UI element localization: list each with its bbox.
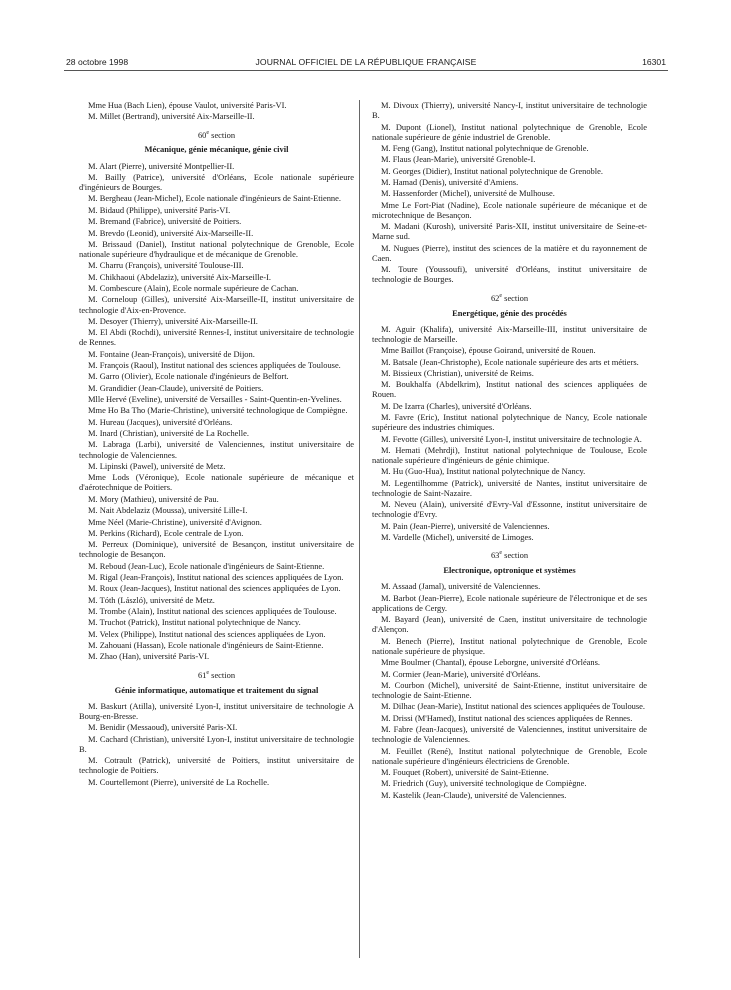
- list-entry: Mlle Hervé (Eveline), université de Versailles - Saint-Quentin-en-Yvelines.: [88, 394, 342, 405]
- list-entry: M. Toure (Youssoufi), université d'Orléans, institut universitaire de technologie de Bourges.: [372, 264, 647, 285]
- list-entry: Mme Boulmer (Chantal), épouse Leborgne, université d'Orléans.: [381, 657, 601, 668]
- list-entry: M. Baskurt (Atilla), université Lyon-I, institut universitaire de technologie A Bourg-en-Bresse.: [79, 700, 354, 721]
- list-entry: M. Hureau (Jacques), université d'Orléans.: [88, 416, 233, 427]
- list-entry: M. Brissaud (Daniel), Institut national polytechnique de Grenoble, Ecole nationale supérieure d'hydraulique et de mécanique de Grenoble.: [79, 238, 354, 259]
- section-number: 62e section: [490, 292, 529, 303]
- list-entry: M. Hemati (Mehrdji), Institut national polytechnique de Toulouse, Ecole nationale supérieure d'ingénieurs de génie chimique.: [372, 444, 647, 466]
- list-entry: M. Courbon (Michel), université de Saint-Etienne, institut universitaire de technologie de Saint-Etienne.: [372, 679, 647, 701]
- list-entry: M. Millet (Bertrand), université Aix-Marseille-II.: [88, 111, 255, 122]
- list-entry: M. Bidaud (Philippe), université Paris-VI.: [88, 204, 231, 215]
- list-entry: Mme Néel (Marie-Christine), université d'Avignon.: [88, 516, 262, 527]
- list-entry: M. Kastelik (Jean-Claude), université de Valenciennes.: [381, 789, 567, 800]
- list-entry: M. Nugues (Pierre), institut des sciences de la matière et du rayonnement de Caen.: [372, 242, 647, 263]
- left-column: [79, 100, 354, 788]
- list-entry: M. Drissi (M'Hamed), Institut national des sciences appliquées de Rennes.: [381, 712, 633, 723]
- list-entry: M. Vardelle (Michel), université de Limoges.: [381, 532, 534, 543]
- list-entry: M. Bayard (Jean), université de Caen, institut universitaire de technologie d'Alençon.: [372, 614, 647, 635]
- list-entry: M. Friedrich (Guy), université technologique de Compiègne.: [381, 778, 587, 789]
- list-entry: M. Zahouani (Hassan), Ecole nationale d'ingénieurs de Saint-Etienne.: [88, 640, 324, 651]
- list-entry: M. Bailly (Patrice), université d'Orléans, Ecole nationale supérieure d'ingénieurs de Bourges.: [79, 171, 354, 193]
- list-entry: M. Cormier (Jean-Marie), université d'Orléans.: [381, 668, 541, 679]
- list-entry: Mme Hua (Bach Lien), épouse Vaulot, université Paris-VI.: [88, 100, 287, 110]
- list-entry: M. Perreux (Dominique), université de Besançon, institut universitaire de technologie de Besançon.: [79, 539, 354, 560]
- list-entry: M. Feng (Gang), Institut national polytechnique de Grenoble.: [381, 143, 589, 153]
- list-entry: M. Flaus (Jean-Marie), université Grenoble-I.: [381, 154, 536, 165]
- list-entry: M. Desoyer (Thierry), université Aix-Marseille-II.: [88, 315, 258, 326]
- list-entry: M. Truchot (Patrick), Institut national polytechnique de Nancy.: [88, 617, 301, 628]
- list-entry: M. Bissieux (Christian), université de Reims.: [381, 367, 534, 378]
- header-date: 28 octobre 1998: [66, 57, 129, 67]
- list-entry: M. Fouquet (Robert), université de Saint-Etienne.: [381, 767, 549, 778]
- list-entry: M. Bremand (Fabrice), université de Poitiers.: [88, 216, 242, 227]
- section-number: 63e section: [490, 550, 529, 561]
- list-entry: M. Fevotte (Gilles), université Lyon-I, institut universitaire de technologie A.: [381, 433, 642, 444]
- list-entry: M. Roux (Jean-Jacques), Institut national des sciences appliquées de Lyon.: [88, 583, 341, 594]
- header-title: JOURNAL OFFICIEL DE LA RÉPUBLIQUE FRANÇAISE: [255, 57, 477, 67]
- list-entry: M. Hu (Guo-Hua), Institut national polytechnique de Nancy.: [381, 466, 586, 477]
- page-header: [66, 56, 666, 68]
- list-entry: M. Lipinski (Pawel), université de Metz.: [88, 460, 226, 471]
- list-entry: M. Velex (Philippe), Institut national des sciences appliquées de Lyon.: [88, 628, 326, 639]
- list-entry: M. Benidir (Messaoud), université Paris-XI.: [88, 722, 238, 733]
- list-entry: M. Labraga (Larbi), université de Valenciennes, institut universitaire de technologie de Valenciennes.: [79, 439, 354, 460]
- list-entry: M. Legentilhomme (Patrick), université de Nantes, institut universitaire de technologie de Saint-Nazaire.: [372, 477, 647, 498]
- section-title: Energétique, génie des procédés: [452, 307, 567, 318]
- right-column: [372, 100, 647, 801]
- list-entry: Mme Ho Ba Tho (Marie-Christine), université technologique de Compiègne.: [88, 405, 348, 416]
- list-entry: M. El Abdi (Rochdi), université Rennes-I, institut universitaire de technologie de Rennes.: [79, 327, 354, 348]
- column-divider: [359, 100, 360, 958]
- list-entry: M. Grandidier (Jean-Claude), université de Poitiers.: [88, 382, 264, 393]
- list-entry: M. Boukhalfa (Abdelkrim), Institut national des sciences appliquées de Rouen.: [372, 379, 647, 400]
- section-title: Génie informatique, automatique et traitement du signal: [114, 684, 319, 695]
- section-title: Mécanique, génie mécanique, génie civil: [144, 144, 289, 155]
- list-entry: M. Brevdo (Leonid), université Aix-Marseille-II.: [88, 227, 254, 238]
- list-entry: M. Mory (Mathieu), université de Pau.: [88, 493, 219, 504]
- list-entry: M. Zhao (Han), université Paris-VI.: [88, 651, 210, 662]
- list-entry: M. Dilhac (Jean-Marie), Institut national des sciences appliquées de Toulouse.: [381, 701, 646, 712]
- list-entry: M. Batsale (Jean-Christophe), Ecole nationale supérieure des arts et métiers.: [381, 356, 639, 367]
- list-entry: M. Perkins (Richard), Ecole centrale de Lyon.: [88, 527, 244, 538]
- list-entry: M. Alart (Pierre), université Montpellier-II.: [88, 160, 235, 171]
- list-entry: M. Dupont (Lionel), Institut national polytechnique de Grenoble, Ecole nationale supérieure de génie industriel de Grenoble.: [372, 121, 647, 142]
- list-entry: M. Divoux (Thierry), université Nancy-I, institut universitaire de technologie B.: [372, 100, 647, 121]
- list-entry: M. Inard (Christian), université de La Rochelle.: [88, 428, 249, 439]
- section-number: 61e section: [197, 669, 236, 680]
- list-entry: M. Rigal (Jean-François), Institut national des sciences appliquées de Lyon.: [88, 572, 344, 583]
- list-entry: M. Favre (Eric), Institut national polytechnique de Nancy, Ecole nationale supérieure des industries chimiques.: [372, 412, 647, 433]
- list-entry: M. Nait Abdelaziz (Moussa), université Lille-I.: [88, 505, 248, 516]
- list-entry: M. Madani (Kurosh), université Paris-XII, institut universitaire de Seine-et-Marne sud.: [372, 221, 647, 242]
- list-entry: M. Neveu (Alain), université d'Evry-Val d'Essonne, institut universitaire de technologie d'Evry.: [372, 499, 647, 520]
- list-entry: M. Trombe (Alain), Institut national des sciences appliquées de Toulouse.: [88, 606, 337, 617]
- page-number: 16301: [642, 57, 666, 67]
- list-entry: M. De Izarra (Charles), université d'Orléans.: [381, 400, 532, 411]
- list-entry: M. Feuillet (René), Institut national polytechnique de Grenoble, Ecole nationale supérieure d'ingénieurs électriciens de Grenoble.: [372, 745, 647, 766]
- list-entry: M. Combescure (Alain), Ecole normale supérieure de Cachan.: [88, 283, 299, 294]
- list-entry: Mme Baillot (Françoise), épouse Goirand, université de Rouen.: [381, 345, 596, 356]
- list-entry: M. Chikhaoui (Abdelaziz), université Aix-Marseille-I.: [88, 271, 271, 282]
- list-entry: M. Cotrault (Patrick), université de Poitiers, institut universitaire de technologie de Poitiers.: [79, 755, 354, 776]
- list-entry: M. Barbot (Jean-Pierre), Ecole nationale supérieure de l'électronique et de ses applications de Cergy.: [372, 592, 647, 613]
- list-entry: M. Courtellemont (Pierre), université de La Rochelle.: [88, 776, 270, 787]
- list-entry: M. Assaad (Jamal), université de Valenciennes.: [381, 581, 541, 592]
- list-entry: M. Benech (Pierre), Institut national polytechnique de Grenoble, Ecole nationale supérieure de physique.: [372, 635, 647, 656]
- list-entry: M. Bergheau (Jean-Michel), Ecole nationale d'ingénieurs de Saint-Etienne.: [88, 193, 341, 204]
- list-entry: M. Pain (Jean-Pierre), université de Valenciennes.: [381, 520, 550, 531]
- list-entry: M. Cachard (Christian), université Lyon-I, institut universitaire de technologie B.: [79, 733, 354, 754]
- list-entry: M. Hamad (Denis), université d'Amiens.: [381, 177, 519, 188]
- list-entry: Mme Lods (Véronique), Ecole nationale supérieure de mécanique et d'aérotechnique de Poitiers.: [79, 472, 354, 493]
- list-entry: M. Charru (François), université Toulouse-III.: [88, 260, 244, 271]
- list-entry: M. Fabre (Jean-Jacques), université de Valenciennes, institut universitaire de technologie de Valenciennes.: [372, 724, 647, 745]
- list-entry: M. Hassenforder (Michel), université de Mulhouse.: [381, 188, 555, 199]
- list-entry: M. François (Raoul), Institut national des sciences appliquées de Toulouse.: [88, 360, 341, 371]
- list-entry: M. Aguir (Khalifa), université Aix-Marseille-III, institut universitaire de technologie de Marseille.: [372, 323, 647, 344]
- list-entry: M. Georges (Didier), Institut national polytechnique de Grenoble.: [381, 165, 603, 176]
- header-rule: [64, 70, 668, 71]
- section-number: 60e section: [197, 129, 236, 140]
- section-title: Electronique, optronique et systèmes: [443, 565, 576, 576]
- list-entry: M. Tóth (László), université de Metz.: [88, 594, 215, 605]
- list-entry: M. Corneloup (Gilles), université Aix-Marseille-II, institut universitaire de technologie d'Aix-en-Provence.: [79, 294, 354, 315]
- list-entry: M. Garro (Olivier), Ecole nationale d'ingénieurs de Belfort.: [88, 371, 289, 382]
- list-entry: Mme Le Fort-Piat (Nadine), Ecole nationale supérieure de mécanique et de microtechnique de Besançon.: [372, 199, 647, 220]
- list-entry: M. Reboud (Jean-Luc), Ecole nationale d'ingénieurs de Saint-Etienne.: [88, 560, 325, 571]
- list-entry: M. Fontaine (Jean-François), université de Dijon.: [88, 348, 255, 359]
